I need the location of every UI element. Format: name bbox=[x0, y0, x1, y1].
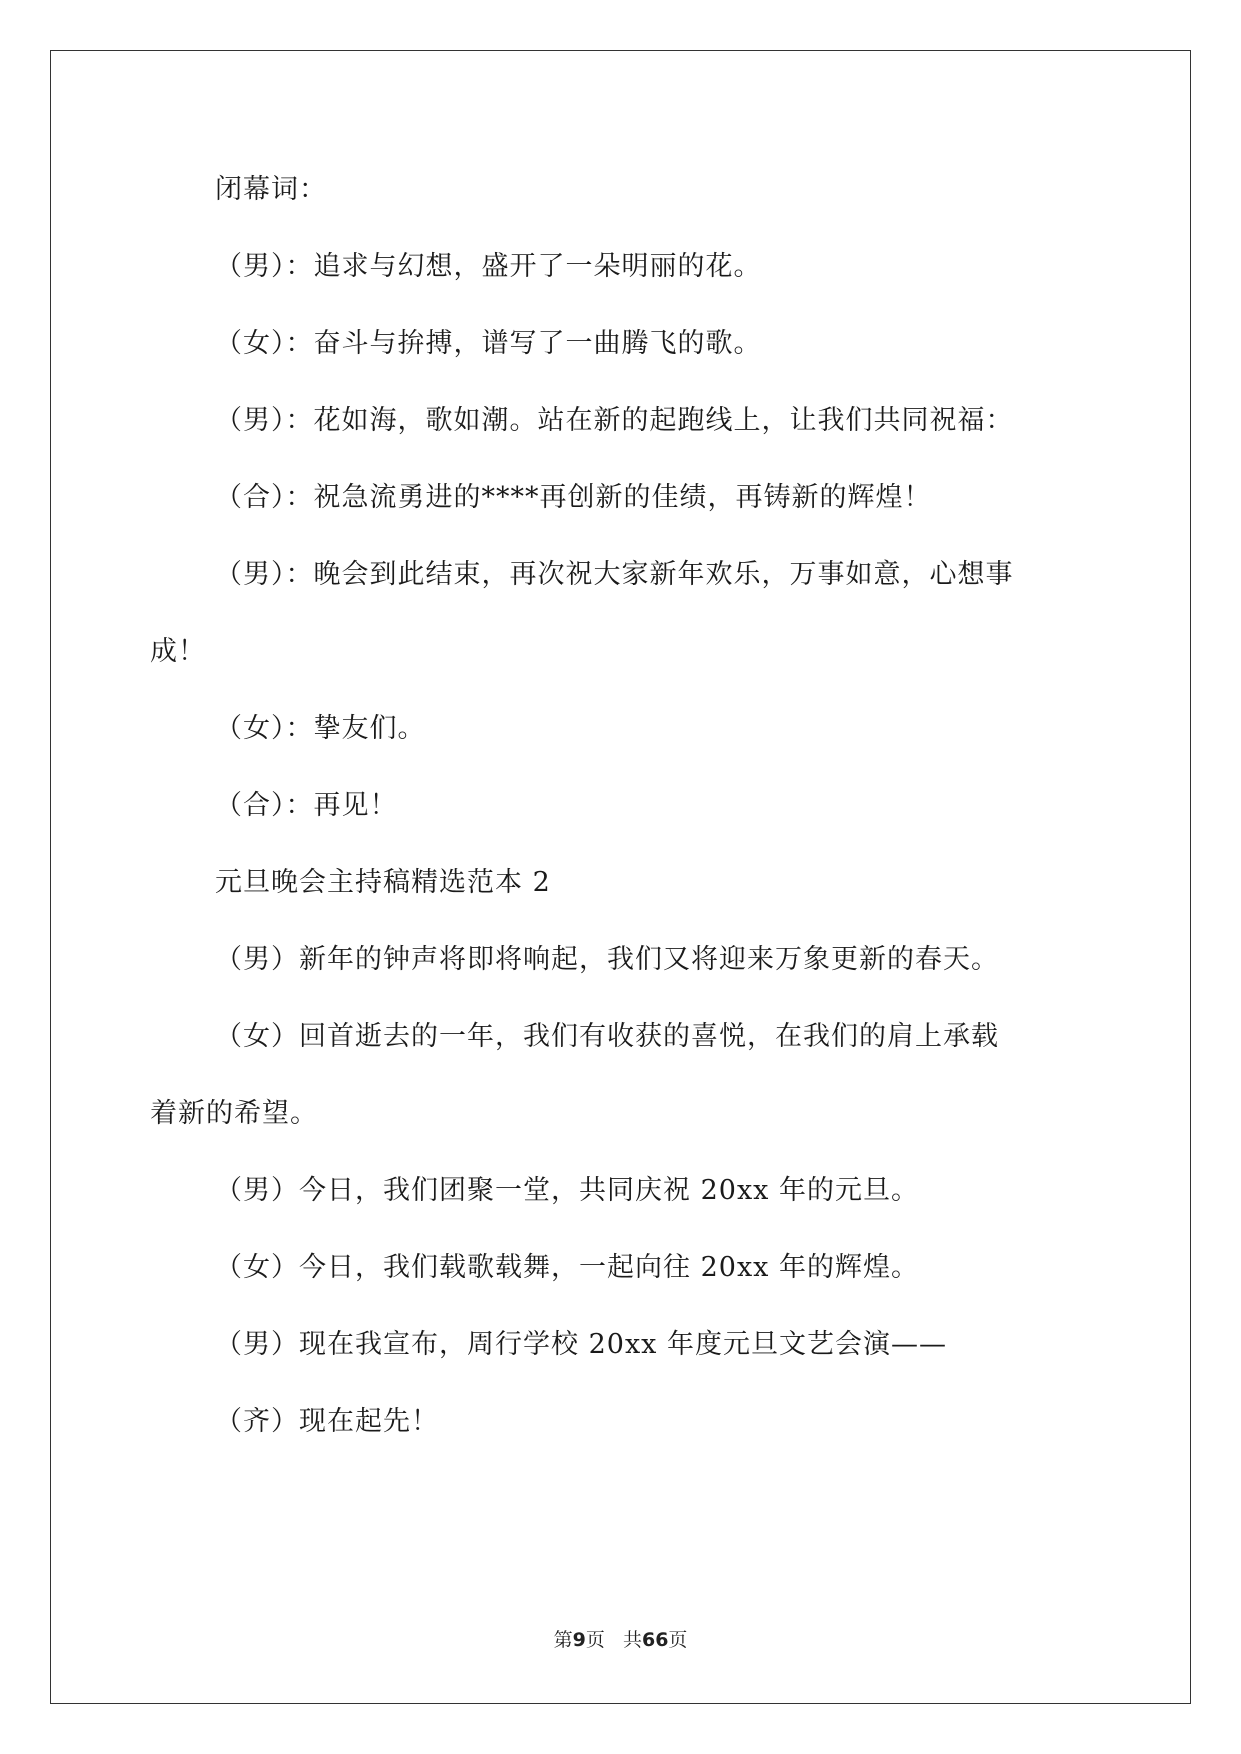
paragraph: （女）：挚友们。 bbox=[215, 713, 426, 744]
paragraph: （男）：花如海，歌如潮。站在新的起跑线上，让我们共同祝福： bbox=[215, 405, 1014, 436]
section-heading: 闭幕词： bbox=[215, 174, 327, 205]
footer-prefix: 第 bbox=[553, 1629, 573, 1651]
page-number: 9 bbox=[572, 1629, 586, 1651]
paragraph-continuation: 着新的希望。 bbox=[150, 1098, 318, 1129]
paragraph: （男）新年的钟声将即将响起，我们又将迎来万象更新的春天。 bbox=[215, 944, 999, 975]
footer-total-suffix: 页 bbox=[668, 1629, 688, 1651]
paragraph: （合）：再见！ bbox=[215, 790, 398, 821]
paragraph: （男）：追求与幻想，盛开了一朵明丽的花。 bbox=[215, 251, 762, 282]
total-pages: 66 bbox=[641, 1629, 669, 1651]
page-footer bbox=[0, 1628, 1241, 1652]
paragraph: （女）回首逝去的一年，我们有收获的喜悦，在我们的肩上承载 bbox=[215, 1021, 999, 1052]
paragraph: （男）现在我宣布，周行学校 20xx 年度元旦文艺会演—— bbox=[215, 1329, 947, 1360]
paragraph-continuation: 成！ bbox=[150, 636, 206, 667]
section-heading: 元旦晚会主持稿精选范本 2 bbox=[215, 867, 551, 898]
paragraph: （男）今日，我们团聚一堂，共同庆祝 20xx 年的元旦。 bbox=[215, 1175, 919, 1206]
paragraph: （合）：祝急流勇进的****再创新的佳绩，再铸新的辉煌！ bbox=[215, 482, 932, 513]
paragraph: （女）：奋斗与拚搏，谱写了一曲腾飞的歌。 bbox=[215, 328, 762, 359]
footer-page-suffix: 页 bbox=[585, 1629, 605, 1651]
footer-total-prefix: 共 bbox=[622, 1629, 642, 1651]
paragraph: （齐）现在起先！ bbox=[215, 1406, 439, 1437]
paragraph: （男）：晚会到此结束，再次祝大家新年欢乐，万事如意，心想事 bbox=[215, 559, 1014, 590]
paragraph: （女）今日，我们载歌载舞，一起向往 20xx 年的辉煌。 bbox=[215, 1252, 919, 1283]
